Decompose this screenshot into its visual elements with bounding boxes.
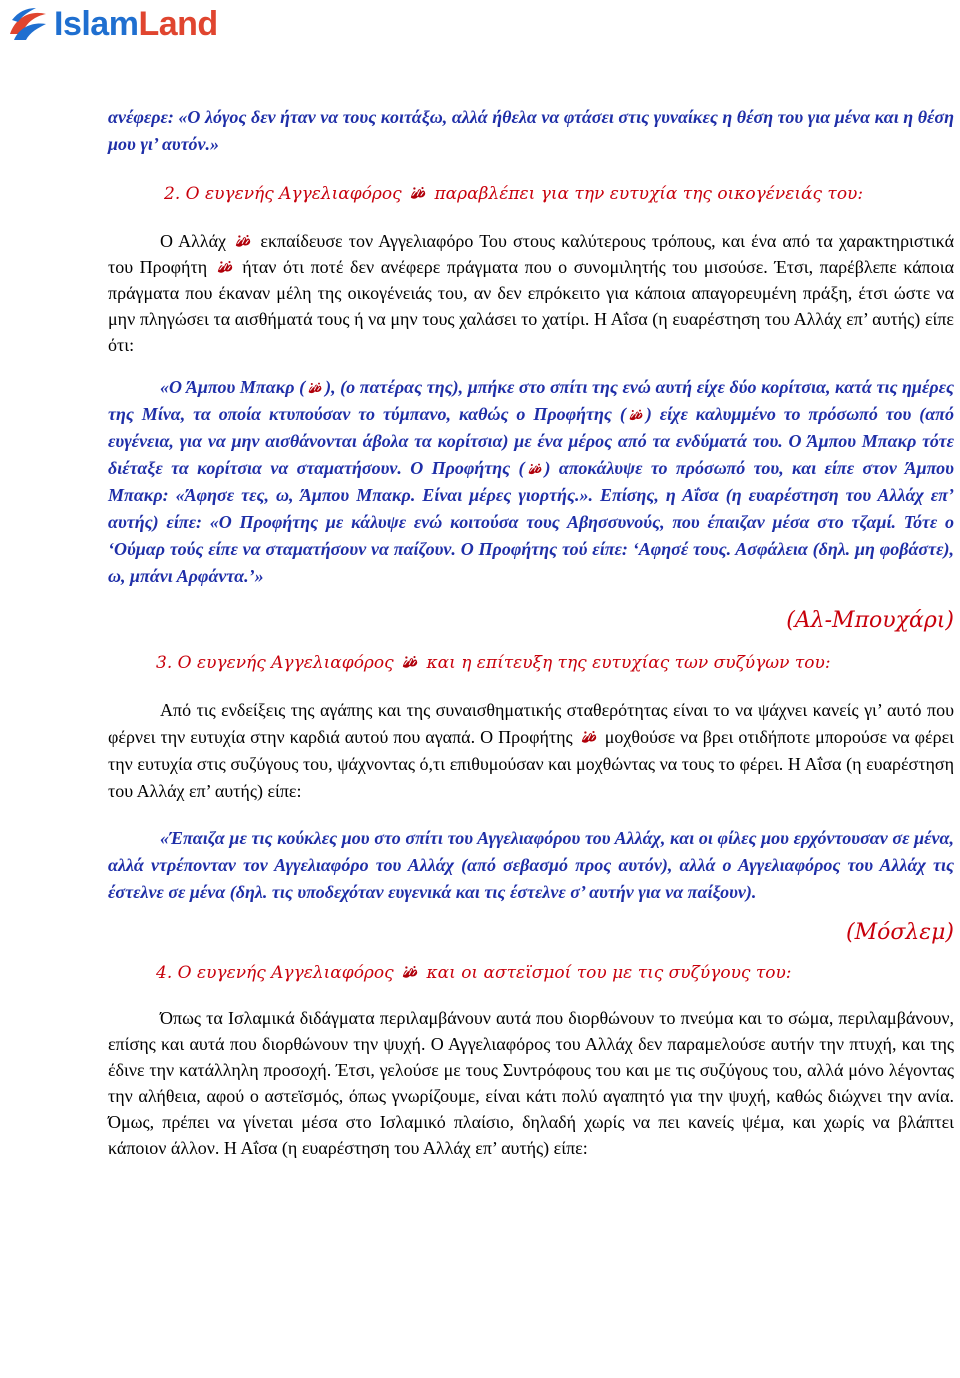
logo-text	[54, 5, 218, 44]
pbuh-icon	[216, 259, 234, 275]
pbuh-icon	[527, 462, 543, 476]
quote-paragraph-1: ανέφερε: «Ο λόγος δεν ήταν να τους κοιτάξω, αλλά ήθελα να φτάσει στις γυναίκες η θέση του για μένα και η θέση μου γι’ αυτόν.»	[108, 107, 954, 154]
logo-text-land: Land	[138, 4, 218, 43]
body-paragraph-3	[108, 697, 954, 805]
source-citation-2: (Μόσλεμ)	[845, 920, 954, 945]
section-heading-2	[108, 181, 954, 207]
section-heading-4-part-b: και οι αστεϊσμοί του με τις συζύγους του:	[426, 963, 792, 983]
body-paragraph-2	[108, 228, 954, 358]
islamland-logo[interactable]	[6, 4, 218, 44]
pbuh-icon	[401, 654, 419, 670]
pbuh-icon	[628, 408, 644, 422]
quote-paragraph-2	[108, 374, 954, 590]
quote-paragraph-2-part-d: ) αποκάλυψε το πρόσωπό του, και είπε στον Άμπου Μπακρ: «Άφησε τες, ω, Άμπου Μπακρ. Είναι μέρες γιορτής.». Επίσης, η Αΐσα (η ευαρέστηση του Αλλάχ επ’ αυτής) είπε: «Ο Προφήτης με κάλυψε ενώ κοιτούσα τους Αβησσυνούς, που έπαιζαν μέσα στο τζαμί. Τότε ο ‘Ούμαρ τούς είπε να σταματήσουν να παίζουν. Ο Προφήτης τού είπε: ‘Αφησέ τους. Ασφάλεια (δηλ. μη φοβάστε), ω, μπάνι Αρφάντα.’»	[108, 458, 954, 586]
swt-icon	[234, 233, 252, 249]
body-paragraph-2-part-b: εκπαίδευσε τον Αγγελιαφόρο Του στους καλύτερους τρόπους, και ένα από τα χαρακτηριστικά του Προφήτη	[108, 231, 955, 277]
source-citation-1: (Αλ-Μπουχάρι)	[786, 608, 954, 633]
body-paragraph-4: Όπως τα Ισλαμικά διδάγματα περιλαμβάνουν αυτά που διορθώνουν το πνεύμα και το σώμα, περιλαμβάνουν, επίσης και αυτά που διορθώνουν την ψυχή. Ο Αγγελιαφόρος του Αλλάχ δεν παραμελούσε αυτήν την πτυχή, και της έδινε την κατάλληλη προσοχή. Έτσι, γελούσε με τους Συντρόφους του και με τις συζύγους του, αλλά μόνο λέγοντας την αλήθεια, αφού ο αστεϊσμός, όπως γνωρίζουμε, είναι κάτι πολύ αγαπητό για την ψυχή, καθώς διώχνει την ανία. Όμως, πρέπει να γίνεται μέσα στο Ισλαμικό πλαίσιο, δηλαδή χωρίς να πει κανείς ψέμα, και χωρίς να βλάπτει κάποιον άλλον. Η Αΐσα (η ευαρέστηση του Αλλάχ επ’ αυτής) είπε:	[108, 1008, 954, 1158]
section-heading-3	[108, 650, 954, 676]
pbuh-icon	[409, 185, 427, 201]
quote-paragraph-2-part-c: ) είχε καλυμμένο το πρόσωπό του (από ευγένεια, για να μην αισθάνονται άβολα τα κορίτσια) με ένα μέρος από τα ενδύματά του. Ο Άμπου Μπακρ τότε διέταξε τα κορίτσια να σταματήσουν. Ο Προφήτης (	[108, 404, 954, 478]
ra-icon	[307, 381, 323, 395]
logo-mark-icon	[6, 4, 50, 44]
section-heading-2-part-a: 2. Ο ευγενής Αγγελιαφόρος	[164, 184, 402, 204]
body-paragraph-2-part-a: Ο Αλλάχ	[160, 231, 227, 251]
section-heading-3-part-a: 3. Ο ευγενής Αγγελιαφόρος	[156, 653, 394, 673]
pbuh-icon	[580, 729, 598, 745]
section-heading-3-part-b: και η επίτευξη της ευτυχίας των συζύγων του:	[426, 653, 831, 673]
body-paragraph-2-part-c: ήταν ότι ποτέ δεν ανέφερε πράγματα που ο συνομιλητής του μισούσε. Έτσι, παρέβλεπε κάποια πράγματα που έκαναν μέλη της οικογένειάς του, αν δεν επρόκειτο για κάποια απαγορευμένη πράξη, έτσι ώστε να μην πληγώσει τα αισθήματά τους ή να μην τους χαλάσει το χατίρι. Η Αΐσα (η ευαρέστηση του Αλλάχ επ’ αυτής) είπε ότι:	[108, 257, 955, 355]
section-heading-4-part-a: 4. Ο ευγενής Αγγελιαφόρος	[156, 963, 394, 983]
section-heading-2-part-b: παραβλέπει για την ευτυχία της οικογένειάς του:	[434, 184, 864, 204]
body-paragraph-3-part-a: Από τις ενδείξεις της αγάπης και της συναισθηματικής σταθερότητας είναι το να ψάχνει κανείς γι’ αυτό που φέρνει την ευτυχία στην καρδιά αυτού που αγαπά. Ο Προφήτης	[108, 700, 954, 747]
pbuh-icon	[401, 964, 419, 980]
quote-paragraph-2-part-a: «Ο Άμπου Μπακρ (	[160, 377, 306, 397]
article-content	[108, 104, 954, 1161]
quote-paragraph-2-part-b: ), (ο πατέρας της), μπήκε στο σπίτι της ενώ αυτή είχε δύο κορίτσια, κατά τις ημέρες της Μίνα, τα οποία κτυπούσαν το τύμπανο, καθώς ο Προφήτης (	[108, 377, 955, 424]
logo-text-islam: Islam	[54, 4, 139, 43]
quote-paragraph-3: «Έπαιζα με τις κούκλες μου στο σπίτι του Αγγελιαφόρου του Αλλάχ, και οι φίλες μου ερχόντουσαν σε μένα, αλλά ντρέπονταν τον Αγγελιαφόρο του Αλλάχ (από σεβασμό προς αυτόν), αλλά ο Αγγελιαφόρος του Αλλάχ τις έστελνε σε μένα (δηλ. τις υποδεχόταν ευγενικά και τις έστελνε σ’ αυτήν για να παίξουν).	[108, 828, 954, 902]
section-heading-4	[108, 960, 954, 986]
body-paragraph-3-part-b: μοχθούσε να βρει οτιδήποτε μπορούσε να φέρει την ευτυχία στις συζύγους του, ψάχνοντας ό,τι επιθυμούσαν και μοχθώντας να τους το φέρει. Η Αΐσα (η ευαρέστηση του Αλλάχ επ’ αυτής) είπε:	[108, 727, 954, 801]
